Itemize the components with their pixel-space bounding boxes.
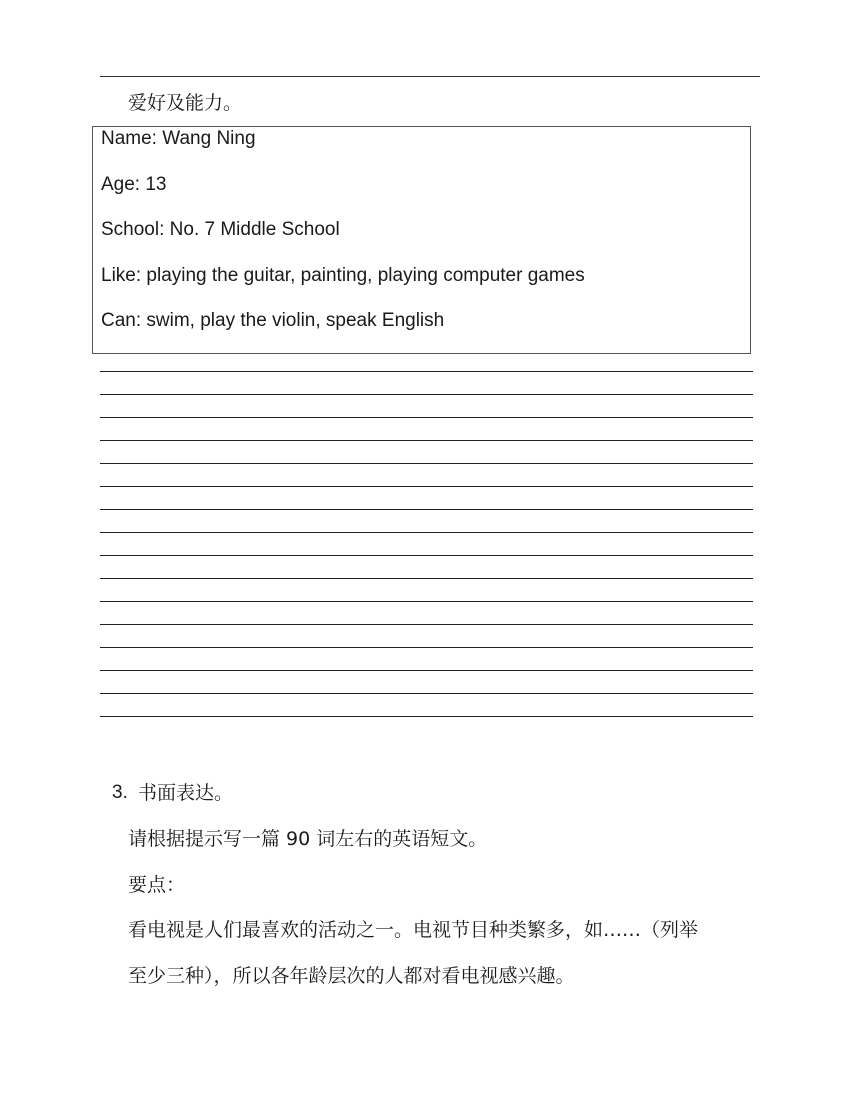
question-title: 书面表达。 xyxy=(138,782,234,804)
writing-line[interactable] xyxy=(100,486,753,487)
writing-line[interactable] xyxy=(100,578,753,579)
info-like: Like: playing the guitar, painting, playing computer games xyxy=(101,265,585,286)
writing-line[interactable] xyxy=(100,555,753,556)
question-instruction: 请根据提示写一篇 90 词左右的英语短文。 xyxy=(128,828,488,850)
point-line-1: 看电视是人们最喜欢的活动之一。电视节目种类繁多，如……（列举 xyxy=(128,919,699,941)
info-name: Name: Wang Ning xyxy=(101,128,256,149)
points-label: 要点： xyxy=(128,874,186,896)
writing-line[interactable] xyxy=(100,371,753,372)
writing-line[interactable] xyxy=(100,394,753,395)
writing-line[interactable] xyxy=(100,440,753,441)
writing-line[interactable] xyxy=(100,463,753,464)
question-number: 3. xyxy=(112,782,128,803)
writing-line[interactable] xyxy=(100,624,753,625)
writing-line[interactable] xyxy=(100,601,753,602)
writing-line[interactable] xyxy=(100,417,753,418)
writing-line[interactable] xyxy=(100,647,753,648)
info-school: School: No. 7 Middle School xyxy=(101,219,340,240)
point-line-2: 至少三种），所以各年龄层次的人都对看电视感兴趣。 xyxy=(128,965,575,987)
writing-line[interactable] xyxy=(100,509,753,510)
continuation-text: 爱好及能力。 xyxy=(128,92,243,114)
writing-line[interactable] xyxy=(100,532,753,533)
writing-line[interactable] xyxy=(100,693,753,694)
info-box xyxy=(92,126,751,354)
writing-line[interactable] xyxy=(100,716,753,717)
info-can: Can: swim, play the violin, speak English xyxy=(101,310,445,331)
writing-line[interactable] xyxy=(100,670,753,671)
header-rule xyxy=(100,76,760,77)
info-age: Age: 13 xyxy=(101,174,167,195)
